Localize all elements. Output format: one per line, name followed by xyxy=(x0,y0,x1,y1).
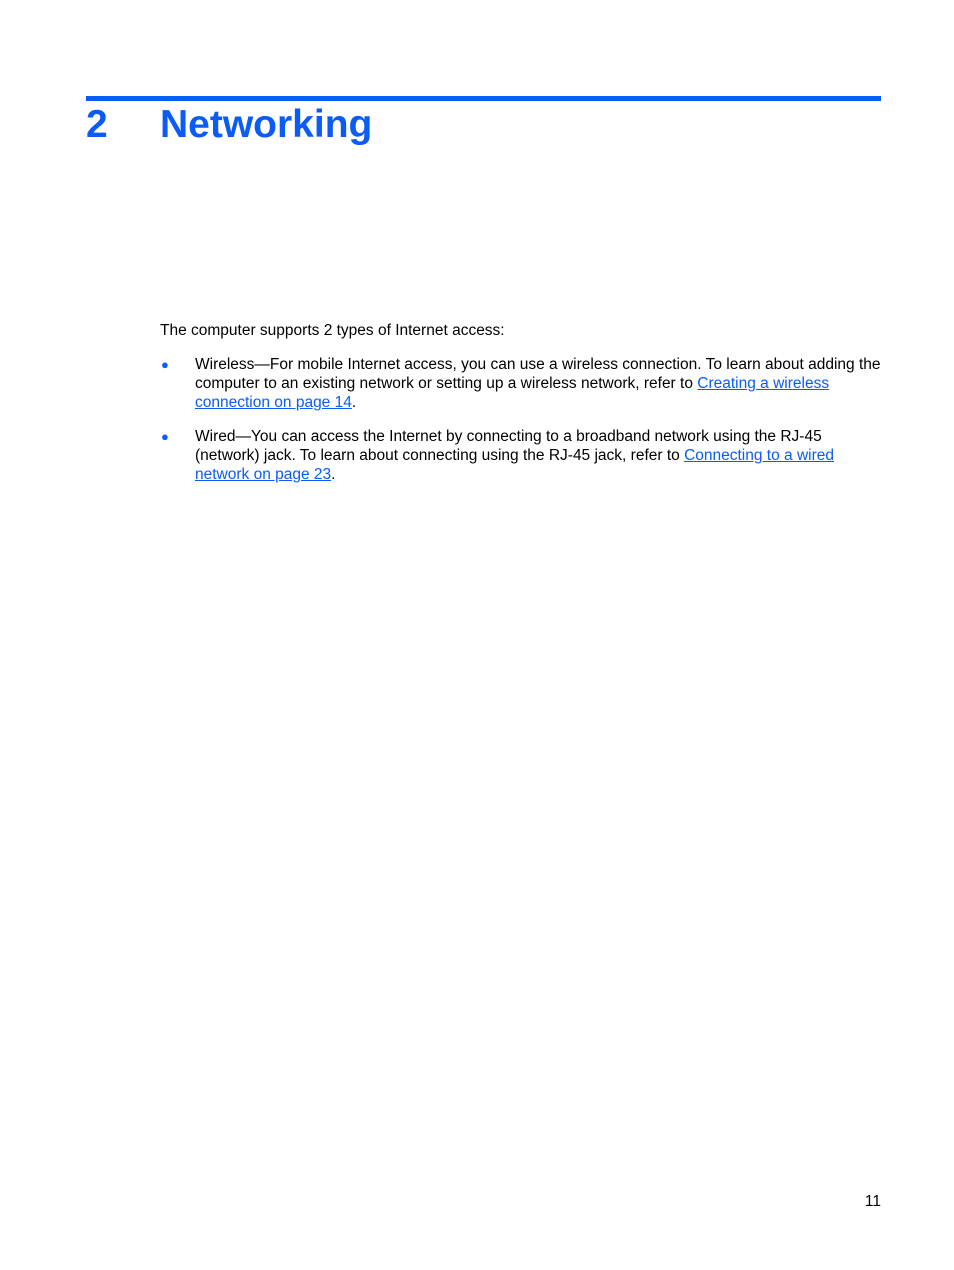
chapter-rule xyxy=(86,96,881,101)
wireless-text: Wireless—For mobile Internet access, you can use a wireless connection. To learn about adding the computer to an existing network or setting up a wireless network, refer to xyxy=(195,356,881,392)
chapter-number: 2 xyxy=(86,103,108,146)
chapter-title: Networking xyxy=(160,103,373,146)
bullet-icon: ● xyxy=(161,357,169,372)
chapter-heading xyxy=(86,102,372,148)
bullet-icon: ● xyxy=(161,429,169,444)
page-number: 11 xyxy=(864,1193,881,1210)
wireless-connection-link[interactable]: Creating a wireless connection on page 14 xyxy=(195,375,830,411)
wireless-text-end: . xyxy=(351,394,357,411)
wired-text-end: . xyxy=(331,466,336,483)
wired-text: Wired—You can access the Internet by connecting to a broadband network using the RJ-45 (network) jack. To learn about connecting using the RJ-45 jack, refer to xyxy=(195,428,822,464)
access-types-list xyxy=(160,355,885,499)
intro-paragraph: The computer supports 2 types of Internet access: xyxy=(160,322,505,339)
wired-network-link[interactable]: Connecting to a wired network on page 23 xyxy=(195,447,834,483)
list-item-wired xyxy=(160,427,885,484)
list-item-wireless xyxy=(160,355,885,412)
